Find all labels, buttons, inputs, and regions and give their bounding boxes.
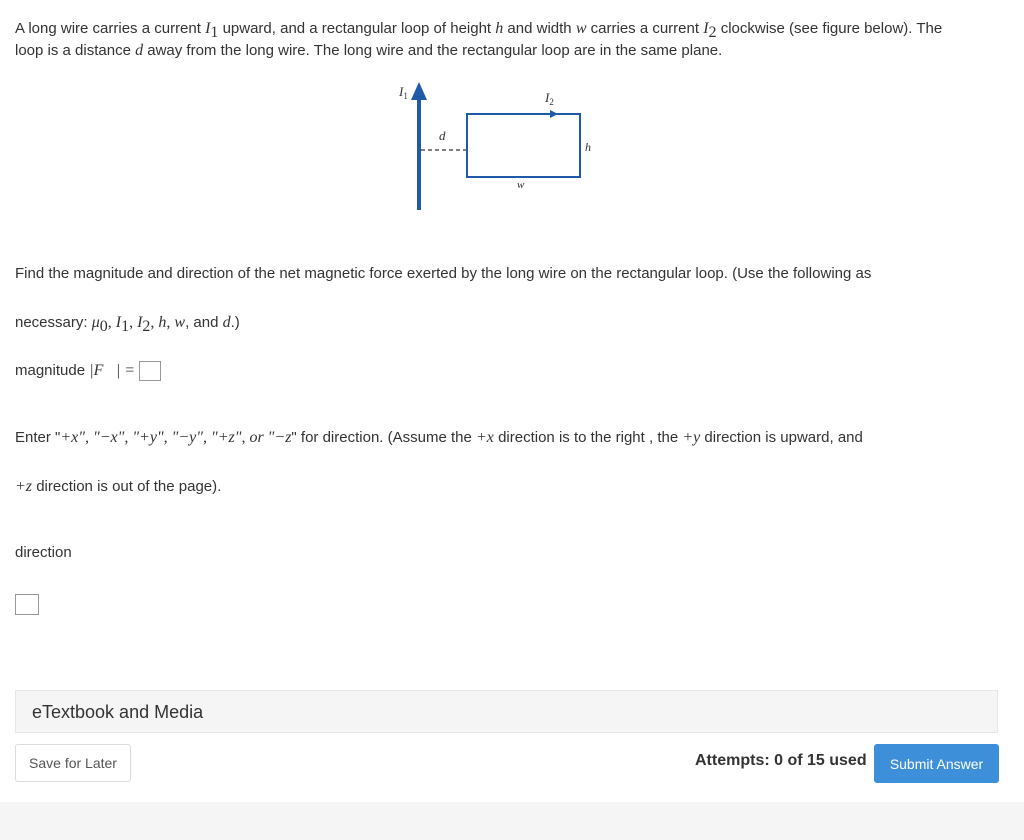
problem-line-2	[15, 40, 722, 61]
direction-label: direction	[15, 544, 72, 561]
var-i1: I	[205, 20, 211, 37]
problem-text: loop is a distance	[15, 42, 136, 59]
save-for-later-button[interactable]: Save for Later	[15, 744, 131, 782]
var-plus-y: +y	[682, 429, 701, 446]
label-d: d	[439, 128, 446, 143]
var-plus-z: +z	[15, 478, 33, 495]
question-text: " for direction. (Assume the	[291, 429, 476, 446]
direction-input[interactable]	[15, 594, 39, 615]
var-d: d	[222, 314, 231, 331]
submit-answer-button[interactable]: Submit Answer	[874, 744, 999, 783]
wire-loop-figure	[390, 78, 610, 218]
problem-text: carries a current	[586, 20, 704, 37]
problem-text: and width	[503, 20, 576, 37]
etextbook-label: eTextbook and Media	[32, 702, 204, 722]
rectangular-loop	[467, 114, 580, 177]
var-d: d	[135, 42, 144, 59]
label-w: w	[517, 179, 525, 191]
sub-2: 2	[708, 24, 717, 41]
problem-text: A long wire carries a current	[15, 20, 206, 37]
wire-current-arrow-icon	[411, 82, 427, 100]
magnitude-expression: |F⃗| =	[89, 362, 136, 379]
find-line-1: Find the magnitude and direction of the net magnetic force exerted by the long wire on the rectangular loop. (Use the following as	[15, 265, 872, 282]
var-i2: I	[703, 20, 709, 37]
var-w: w	[575, 20, 587, 37]
sub-1: 1	[121, 318, 130, 335]
label-i2: $I_2$	[545, 90, 554, 107]
comma: ,	[150, 314, 159, 331]
label-h: h	[585, 140, 591, 154]
comma: ,	[166, 314, 175, 331]
sub-1: 1	[210, 24, 219, 41]
direction-instructions-line-1	[15, 427, 863, 448]
attempts-counter: Attempts: 0 of 15 used	[695, 752, 867, 769]
sub-0: 0	[99, 318, 108, 335]
question-text: , and	[185, 314, 223, 331]
question-text: direction is upward, and	[700, 429, 863, 446]
comma: ,	[107, 314, 116, 331]
question-text: necessary:	[15, 314, 92, 331]
var-w: w	[174, 314, 186, 331]
question-text: direction is to the right , the	[493, 429, 683, 446]
problem-text: clockwise (see figure below). The	[716, 20, 943, 37]
problem-text: away from the long wire. The long wire and the rectangular loop are in the same plane.	[143, 42, 723, 59]
loop-current-arrow-icon	[550, 110, 558, 118]
magnitude-label: magnitude	[15, 362, 90, 379]
var-h: h	[158, 314, 167, 331]
direction-instructions-line-2	[15, 476, 221, 497]
magnitude-input[interactable]	[139, 361, 161, 381]
var-mu: μ	[91, 314, 100, 331]
sub-2: 2	[142, 318, 151, 335]
var-plus-x: +x	[476, 429, 494, 446]
var-i2: I	[137, 314, 143, 331]
comma: ,	[129, 314, 138, 331]
magnitude-row	[15, 360, 161, 382]
direction-options: +x", "−x", "+y", "−y", "+z", or "−z	[60, 429, 292, 446]
etextbook-panel[interactable]	[15, 690, 998, 733]
find-line-2	[15, 312, 240, 333]
question-text: direction is out of the page).	[32, 478, 222, 495]
question-text: .)	[230, 314, 240, 331]
var-i1: I	[115, 314, 122, 331]
question-text: Enter "	[15, 429, 61, 446]
problem-line-1	[15, 18, 942, 39]
problem-text: upward, and a rectangular loop of height	[218, 20, 496, 37]
var-h: h	[495, 20, 504, 37]
label-i1: $I_1$	[399, 84, 408, 101]
